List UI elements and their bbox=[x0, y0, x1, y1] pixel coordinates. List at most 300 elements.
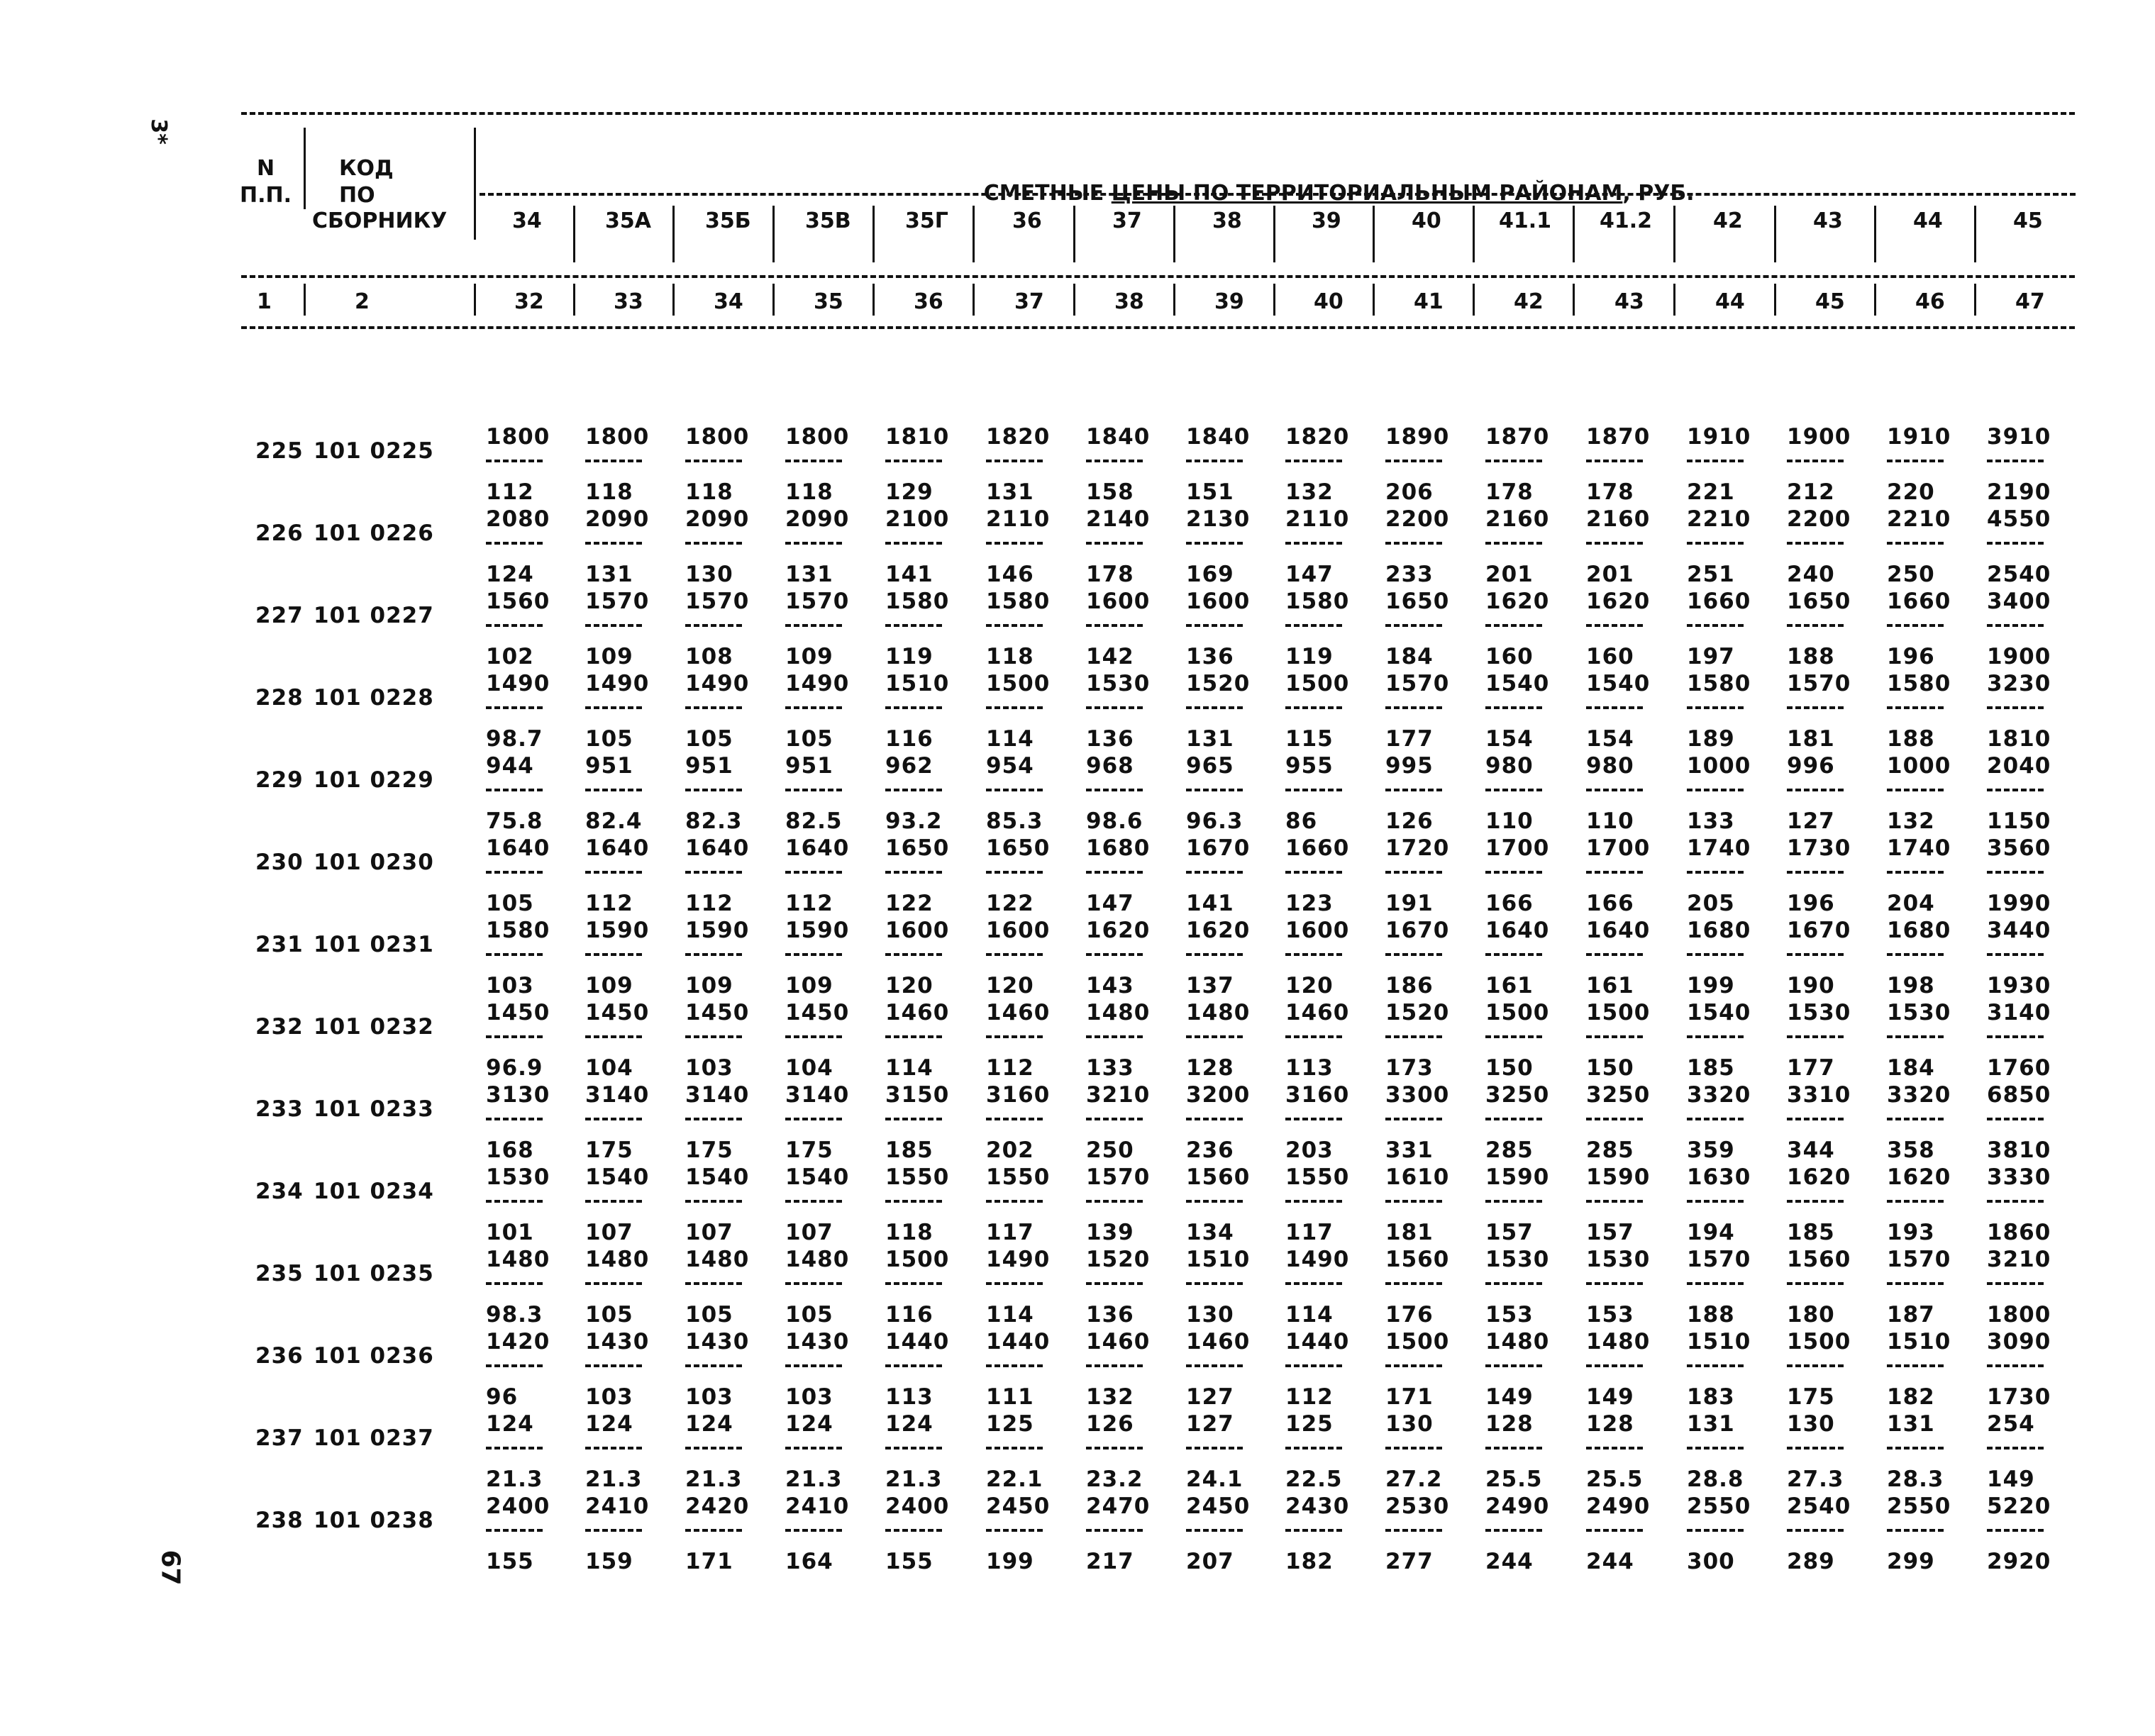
price-total: 130 bbox=[1787, 1411, 1835, 1437]
price-total: 1900 bbox=[1787, 424, 1851, 450]
price-component: 149 bbox=[1485, 1384, 1534, 1410]
price-total: 1550 bbox=[1285, 1164, 1350, 1190]
number-row-divider bbox=[474, 284, 476, 316]
price-component: 109 bbox=[585, 973, 633, 998]
header-divider bbox=[672, 206, 675, 262]
price-component: 171 bbox=[1385, 1384, 1434, 1410]
price-total: 1580 bbox=[486, 918, 550, 943]
price-total: 1430 bbox=[585, 1329, 650, 1354]
price-component: 112 bbox=[986, 1055, 1034, 1081]
price-component: 157 bbox=[1586, 1220, 1634, 1245]
price-total: 3320 bbox=[1887, 1082, 1951, 1108]
price-component: 129 bbox=[885, 479, 934, 505]
fraction-line bbox=[1787, 789, 1844, 791]
price-component: 96.9 bbox=[486, 1055, 543, 1081]
price-total: 1500 bbox=[1285, 671, 1350, 696]
price-component: 190 bbox=[1787, 973, 1835, 998]
price-component: 105 bbox=[685, 726, 733, 752]
row-code: 101 0227 bbox=[314, 603, 434, 628]
price-total: 944 bbox=[486, 753, 534, 779]
region-column-header: 41.2 bbox=[1600, 208, 1653, 233]
header-divider bbox=[1874, 206, 1876, 262]
fraction-line bbox=[585, 706, 642, 709]
price-component: 204 bbox=[1887, 891, 1935, 916]
fraction-line bbox=[885, 1200, 942, 1203]
price-component: 136 bbox=[1086, 726, 1134, 752]
price-total: 3330 bbox=[1987, 1164, 2051, 1190]
price-total: 5220 bbox=[1987, 1493, 2051, 1519]
fraction-line bbox=[1586, 1364, 1643, 1367]
price-total: 1580 bbox=[986, 589, 1051, 614]
price-total: 2400 bbox=[486, 1493, 550, 1519]
fraction-line bbox=[785, 871, 842, 874]
fraction-line bbox=[885, 1035, 942, 1038]
price-component: 25.5 bbox=[1485, 1467, 1543, 1492]
price-total: 1820 bbox=[1285, 424, 1350, 450]
price-total: 3230 bbox=[1987, 671, 2051, 696]
fraction-line bbox=[1887, 1282, 1944, 1285]
price-total: 1640 bbox=[585, 835, 650, 861]
price-component: 150 bbox=[1485, 1055, 1534, 1081]
price-total: 124 bbox=[885, 1411, 934, 1437]
fraction-line bbox=[585, 1364, 642, 1367]
price-component: 186 bbox=[1385, 973, 1434, 998]
fraction-line bbox=[585, 1447, 642, 1450]
row-number: 235 bbox=[255, 1261, 304, 1286]
price-component: 175 bbox=[685, 1137, 733, 1163]
price-component: 111 bbox=[986, 1384, 1034, 1410]
price-component: 175 bbox=[785, 1137, 833, 1163]
price-component: 178 bbox=[1586, 479, 1634, 505]
fraction-line bbox=[1385, 1118, 1442, 1120]
price-total: 1620 bbox=[1186, 918, 1251, 943]
price-component: 250 bbox=[1086, 1137, 1134, 1163]
price-total: 1620 bbox=[1887, 1164, 1951, 1190]
price-component: 82.5 bbox=[785, 808, 843, 834]
fraction-line bbox=[885, 789, 942, 791]
price-total: 3250 bbox=[1485, 1082, 1550, 1108]
fraction-line bbox=[585, 1282, 642, 1285]
fraction-line bbox=[885, 1118, 942, 1120]
header-sbornik-label: СБОРНИКУ bbox=[312, 208, 448, 233]
header-divider bbox=[872, 206, 875, 262]
fraction-line bbox=[1086, 1282, 1143, 1285]
price-total: 2490 bbox=[1485, 1493, 1550, 1519]
price-total: 1460 bbox=[885, 1000, 950, 1025]
price-component: 1990 bbox=[1987, 891, 2051, 916]
column-number: 43 bbox=[1614, 289, 1644, 314]
fraction-line bbox=[1687, 953, 1744, 956]
fraction-line bbox=[986, 1282, 1043, 1285]
fraction-line bbox=[1687, 1529, 1744, 1532]
price-component: 118 bbox=[585, 479, 633, 505]
row-number: 227 bbox=[255, 603, 304, 628]
price-component: 201 bbox=[1485, 562, 1534, 587]
price-total: 1420 bbox=[486, 1329, 550, 1354]
fraction-line bbox=[1285, 871, 1342, 874]
row-code: 101 0232 bbox=[314, 1014, 434, 1040]
price-total: 1520 bbox=[1186, 671, 1251, 696]
price-component: 240 bbox=[1787, 562, 1835, 587]
price-component: 194 bbox=[1687, 1220, 1735, 1245]
price-component: 1150 bbox=[1987, 808, 2051, 834]
row-code: 101 0233 bbox=[314, 1096, 434, 1122]
price-total: 1530 bbox=[1787, 1000, 1851, 1025]
fraction-line bbox=[1186, 1364, 1243, 1367]
price-component: 164 bbox=[785, 1549, 833, 1574]
price-total: 3400 bbox=[1987, 589, 2051, 614]
price-total: 3250 bbox=[1586, 1082, 1651, 1108]
fraction-line bbox=[585, 542, 642, 545]
fraction-line bbox=[1086, 953, 1143, 956]
region-column-header: 38 bbox=[1212, 208, 1242, 233]
price-component: 124 bbox=[486, 562, 534, 587]
price-total: 1570 bbox=[1887, 1247, 1951, 1272]
row-code: 101 0230 bbox=[314, 850, 434, 875]
price-component: 244 bbox=[1586, 1549, 1634, 1574]
region-column-header: 37 bbox=[1112, 208, 1142, 233]
header-divider bbox=[1974, 206, 1976, 262]
price-component: 169 bbox=[1186, 562, 1234, 587]
price-total: 1720 bbox=[1385, 835, 1450, 861]
price-component: 109 bbox=[785, 644, 833, 669]
price-component: 202 bbox=[986, 1137, 1034, 1163]
row-code: 101 0235 bbox=[314, 1261, 434, 1286]
price-total: 1570 bbox=[785, 589, 850, 614]
price-component: 177 bbox=[1787, 1055, 1835, 1081]
price-component: 27.2 bbox=[1385, 1467, 1443, 1492]
fraction-line bbox=[1385, 1364, 1442, 1367]
price-total: 2110 bbox=[1285, 506, 1350, 532]
column-number: 47 bbox=[2015, 289, 2045, 314]
price-total: 3440 bbox=[1987, 918, 2051, 943]
price-total: 1580 bbox=[1687, 671, 1751, 696]
column-number: 39 bbox=[1214, 289, 1244, 314]
price-total: 1580 bbox=[1285, 589, 1350, 614]
fraction-line bbox=[1887, 706, 1944, 709]
fraction-line bbox=[986, 624, 1043, 627]
column-number: 42 bbox=[1514, 289, 1544, 314]
header-title-underlined: ЦЕНЫ ПО ТЕРРИТОРИАЛЬНЫМ РАЙОНАМ bbox=[1111, 181, 1623, 206]
number-row-divider bbox=[1974, 284, 1976, 316]
price-component: 120 bbox=[885, 973, 934, 998]
price-total: 1640 bbox=[1586, 918, 1651, 943]
price-component: 119 bbox=[885, 644, 934, 669]
price-component: 114 bbox=[1285, 1302, 1334, 1328]
price-component: 217 bbox=[1086, 1549, 1134, 1574]
row-number: 226 bbox=[255, 521, 304, 546]
region-column-header: 36 bbox=[1012, 208, 1042, 233]
fraction-line bbox=[1285, 1118, 1342, 1120]
fraction-line bbox=[1086, 1364, 1143, 1367]
fraction-line bbox=[1385, 1529, 1442, 1532]
fraction-line bbox=[986, 542, 1043, 545]
fraction-line bbox=[1586, 1200, 1643, 1203]
fraction-line bbox=[1385, 624, 1442, 627]
region-column-header: 44 bbox=[1913, 208, 1943, 233]
header-top-rule bbox=[241, 112, 2075, 115]
price-component: 236 bbox=[1186, 1137, 1234, 1163]
price-total: 2490 bbox=[1586, 1493, 1651, 1519]
price-total: 1500 bbox=[885, 1247, 950, 1272]
fraction-line bbox=[585, 1200, 642, 1203]
price-component: 168 bbox=[486, 1137, 534, 1163]
price-total: 254 bbox=[1987, 1411, 2035, 1437]
fraction-line bbox=[1687, 1118, 1744, 1120]
price-total: 1460 bbox=[1086, 1329, 1151, 1354]
price-component: 203 bbox=[1285, 1137, 1334, 1163]
header-divider bbox=[1774, 206, 1776, 262]
price-component: 285 bbox=[1485, 1137, 1534, 1163]
price-total: 1530 bbox=[486, 1164, 550, 1190]
fraction-line bbox=[1787, 706, 1844, 709]
price-component: 103 bbox=[486, 973, 534, 998]
fraction-line bbox=[1987, 789, 2044, 791]
price-component: 131 bbox=[1186, 726, 1234, 752]
column-number: 46 bbox=[1915, 289, 1945, 314]
region-column-header: 42 bbox=[1713, 208, 1743, 233]
fraction-line bbox=[885, 460, 942, 462]
price-component: 123 bbox=[1285, 891, 1334, 916]
price-component: 199 bbox=[1687, 973, 1735, 998]
fraction-line bbox=[685, 460, 742, 462]
price-component: 28.3 bbox=[1887, 1467, 1944, 1492]
fraction-line bbox=[785, 624, 842, 627]
price-component: 126 bbox=[1385, 808, 1434, 834]
price-component: 103 bbox=[585, 1384, 633, 1410]
price-component: 143 bbox=[1086, 973, 1134, 998]
fraction-line bbox=[785, 460, 842, 462]
price-total: 1500 bbox=[1485, 1000, 1550, 1025]
fraction-line bbox=[885, 542, 942, 545]
fraction-line bbox=[1086, 1118, 1143, 1120]
number-row-divider bbox=[1774, 284, 1776, 316]
fraction-line bbox=[1385, 460, 1442, 462]
fraction-line bbox=[1285, 1447, 1342, 1450]
number-row-divider bbox=[1573, 284, 1575, 316]
price-component: 151 bbox=[1186, 479, 1234, 505]
fraction-line bbox=[1887, 542, 1944, 545]
fraction-line bbox=[1285, 706, 1342, 709]
fraction-line bbox=[1385, 1447, 1442, 1450]
price-component: 107 bbox=[685, 1220, 733, 1245]
fraction-line bbox=[1887, 1529, 1944, 1532]
price-component: 105 bbox=[785, 726, 833, 752]
price-component: 28.8 bbox=[1687, 1467, 1744, 1492]
price-component: 127 bbox=[1787, 808, 1835, 834]
price-component: 299 bbox=[1887, 1549, 1935, 1574]
price-component: 23.2 bbox=[1086, 1467, 1143, 1492]
price-total: 955 bbox=[1285, 753, 1334, 779]
price-component: 112 bbox=[785, 891, 833, 916]
price-total: 1890 bbox=[1385, 424, 1450, 450]
fraction-line bbox=[1586, 1035, 1643, 1038]
price-component: 189 bbox=[1687, 726, 1735, 752]
fraction-line bbox=[1787, 1282, 1844, 1285]
price-component: 128 bbox=[1186, 1055, 1234, 1081]
price-total: 1600 bbox=[1086, 589, 1151, 614]
fraction-line bbox=[1687, 1282, 1744, 1285]
price-component: 2190 bbox=[1987, 479, 2051, 505]
price-component: 285 bbox=[1586, 1137, 1634, 1163]
price-component: 141 bbox=[885, 562, 934, 587]
fraction-line bbox=[986, 789, 1043, 791]
price-component: 155 bbox=[486, 1549, 534, 1574]
fraction-line bbox=[685, 1035, 742, 1038]
fraction-line bbox=[1186, 1035, 1243, 1038]
price-total: 3910 bbox=[1987, 424, 2051, 450]
fraction-line bbox=[785, 1035, 842, 1038]
fraction-line bbox=[1586, 789, 1643, 791]
fraction-line bbox=[1887, 953, 1944, 956]
price-total: 4550 bbox=[1987, 506, 2051, 532]
price-total: 1430 bbox=[785, 1329, 850, 1354]
row-number: 238 bbox=[255, 1508, 304, 1533]
fraction-line bbox=[585, 624, 642, 627]
price-total: 1530 bbox=[1485, 1247, 1550, 1272]
fraction-line bbox=[1987, 706, 2044, 709]
price-component: 142 bbox=[1086, 644, 1134, 669]
fraction-line bbox=[1485, 1035, 1542, 1038]
price-total: 1480 bbox=[1086, 1000, 1151, 1025]
price-component: 159 bbox=[585, 1549, 633, 1574]
column-number: 38 bbox=[1114, 289, 1144, 314]
price-component: 157 bbox=[1485, 1220, 1534, 1245]
fraction-line bbox=[1485, 1364, 1542, 1367]
header-divider bbox=[573, 206, 575, 262]
price-total: 1450 bbox=[486, 1000, 550, 1025]
fraction-line bbox=[1987, 542, 2044, 545]
fraction-line bbox=[1887, 1447, 1944, 1450]
fraction-line bbox=[1687, 1035, 1744, 1038]
price-component: 173 bbox=[1385, 1055, 1434, 1081]
price-total: 1480 bbox=[585, 1247, 650, 1272]
fraction-line bbox=[1285, 460, 1342, 462]
price-component: 175 bbox=[1787, 1384, 1835, 1410]
price-component: 136 bbox=[1086, 1302, 1134, 1328]
price-total: 1620 bbox=[1485, 589, 1550, 614]
price-component: 250 bbox=[1887, 562, 1935, 587]
price-total: 1800 bbox=[785, 424, 850, 450]
price-total: 1740 bbox=[1687, 835, 1751, 861]
price-total: 1670 bbox=[1385, 918, 1450, 943]
fraction-line bbox=[1987, 1282, 2044, 1285]
price-component: 96.3 bbox=[1186, 808, 1243, 834]
price-total: 980 bbox=[1586, 753, 1634, 779]
row-number: 233 bbox=[255, 1096, 304, 1122]
price-total: 1560 bbox=[1385, 1247, 1450, 1272]
fraction-line bbox=[486, 624, 543, 627]
price-total: 2160 bbox=[1485, 506, 1550, 532]
price-total: 2430 bbox=[1285, 1493, 1350, 1519]
price-component: 21.3 bbox=[785, 1467, 843, 1492]
price-total: 2410 bbox=[785, 1493, 850, 1519]
number-row-divider bbox=[973, 284, 975, 316]
fraction-line bbox=[1186, 1200, 1243, 1203]
price-component: 82.3 bbox=[685, 808, 743, 834]
price-component: 182 bbox=[1285, 1549, 1334, 1574]
fraction-line bbox=[1186, 460, 1243, 462]
fraction-line bbox=[1485, 460, 1542, 462]
price-total: 1450 bbox=[785, 1000, 850, 1025]
price-component: 122 bbox=[986, 891, 1034, 916]
fraction-line bbox=[1086, 542, 1143, 545]
fraction-line bbox=[685, 1529, 742, 1532]
region-column-header: 34 bbox=[512, 208, 542, 233]
price-total: 1660 bbox=[1887, 589, 1951, 614]
fraction-line bbox=[885, 624, 942, 627]
price-component: 1800 bbox=[1987, 1302, 2051, 1328]
price-component: 181 bbox=[1385, 1220, 1434, 1245]
fraction-line bbox=[585, 1118, 642, 1120]
price-total: 3210 bbox=[1987, 1247, 2051, 1272]
fraction-line bbox=[1086, 1200, 1143, 1203]
row-number: 225 bbox=[255, 438, 304, 464]
price-total: 1650 bbox=[986, 835, 1051, 861]
price-total: 2040 bbox=[1987, 753, 2051, 779]
price-component: 127 bbox=[1186, 1384, 1234, 1410]
price-total: 3140 bbox=[585, 1082, 650, 1108]
fraction-line bbox=[1787, 624, 1844, 627]
fraction-line bbox=[785, 1282, 842, 1285]
fraction-line bbox=[1285, 1035, 1342, 1038]
row-number: 229 bbox=[255, 767, 304, 793]
price-total: 1510 bbox=[885, 671, 950, 696]
fraction-line bbox=[486, 542, 543, 545]
number-row-divider bbox=[1874, 284, 1876, 316]
price-total: 128 bbox=[1586, 1411, 1634, 1437]
price-component: 180 bbox=[1787, 1302, 1835, 1328]
price-total: 1500 bbox=[1586, 1000, 1651, 1025]
price-component: 105 bbox=[785, 1302, 833, 1328]
fraction-line bbox=[1485, 1529, 1542, 1532]
price-component: 98.7 bbox=[486, 726, 543, 752]
price-component: 131 bbox=[986, 479, 1034, 505]
price-total: 1490 bbox=[986, 1247, 1051, 1272]
price-total: 1440 bbox=[885, 1329, 950, 1354]
fraction-line bbox=[1687, 460, 1744, 462]
price-component: 196 bbox=[1887, 644, 1935, 669]
fraction-line bbox=[1186, 706, 1243, 709]
fraction-line bbox=[1586, 1529, 1643, 1532]
fraction-line bbox=[1385, 1200, 1442, 1203]
fraction-line bbox=[885, 706, 942, 709]
fraction-line bbox=[685, 1447, 742, 1450]
price-total: 1570 bbox=[1385, 671, 1450, 696]
price-total: 1530 bbox=[1086, 671, 1151, 696]
row-code: 101 0225 bbox=[314, 438, 434, 464]
price-component: 117 bbox=[1285, 1220, 1334, 1245]
price-component: 251 bbox=[1687, 562, 1735, 587]
fraction-line bbox=[585, 1035, 642, 1038]
price-component: 132 bbox=[1887, 808, 1935, 834]
price-total: 1550 bbox=[885, 1164, 950, 1190]
price-total: 131 bbox=[1887, 1411, 1935, 1437]
number-row-divider bbox=[1373, 284, 1375, 316]
price-component: 188 bbox=[1887, 726, 1935, 752]
fraction-line bbox=[486, 789, 543, 791]
price-total: 1800 bbox=[685, 424, 750, 450]
price-component: 175 bbox=[585, 1137, 633, 1163]
fraction-line bbox=[1186, 871, 1243, 874]
price-total: 1460 bbox=[1186, 1329, 1251, 1354]
region-column-header: 35Б bbox=[705, 208, 751, 233]
price-total: 1730 bbox=[1787, 835, 1851, 861]
fraction-line bbox=[1687, 1200, 1744, 1203]
price-component: 25.5 bbox=[1586, 1467, 1644, 1492]
fraction-line bbox=[585, 789, 642, 791]
price-component: 86 bbox=[1285, 808, 1318, 834]
